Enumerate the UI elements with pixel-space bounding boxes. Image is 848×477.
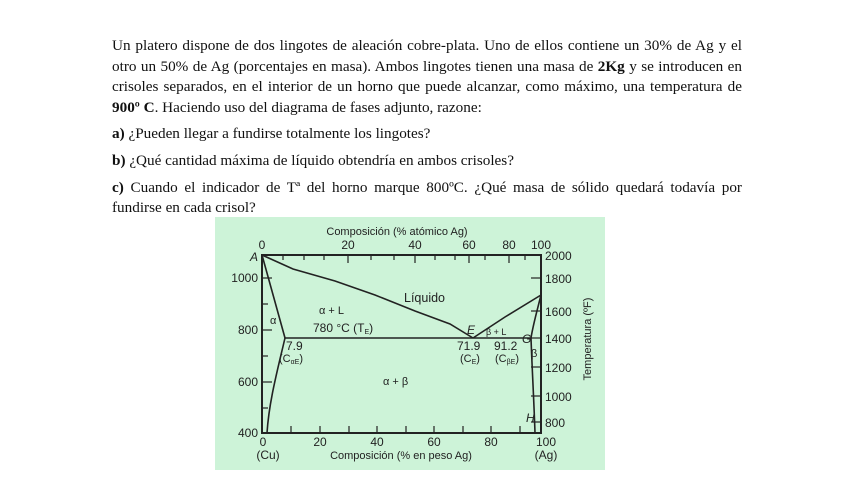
bottom-tick-label: 80 [484, 435, 498, 449]
bottom-axis-title: Composición (% en peso Ag) [330, 450, 472, 462]
alpha-region-label: α [270, 315, 277, 327]
max-temperature: 900º C [112, 98, 155, 116]
bottom-tick-label: 60 [427, 435, 441, 449]
right-tick-label: 1400 [545, 332, 572, 346]
top-tick-label: 20 [341, 238, 355, 252]
solidus-right-line [531, 295, 541, 338]
ingot-mass: 2Kg [597, 57, 625, 75]
problem-statement [112, 36, 742, 219]
bottom-tick-label: 100 [535, 435, 557, 449]
bottom-tick-label: 20 [313, 435, 327, 449]
c-beta-e-label: (CβE) [495, 353, 519, 366]
question-c: c) Cuando el indicador de Tª del horno marque 800ºC. ¿Qué masa de sólido quedará todavía por fundirse en cada crisol? [112, 178, 742, 217]
right-tick-label: 800 [545, 416, 566, 430]
top-tick-label: 40 [408, 238, 422, 252]
question-a: a) ¿Pueden llegar a fundirse totalmente los lingotes? [112, 125, 431, 143]
bottom-tick-label: 0 [259, 435, 267, 449]
c-alpha-e-label: (CαE) [279, 353, 303, 366]
beta-region-label: β [531, 348, 538, 360]
right-tick-label: 2000 [545, 249, 572, 263]
question-b: b) ¿Qué cantidad máxima de líquido obtendría en ambos crisoles? [112, 151, 514, 169]
phase-diagram-svg [215, 217, 605, 470]
left-axis-ticks [262, 278, 272, 408]
point-h-label: H [526, 411, 535, 425]
liquid-region-label: Líquido [404, 291, 446, 305]
eutectic-temperature-label: 780 °C (TE) [313, 321, 374, 336]
c-beta-e-value: 91.2 [494, 339, 518, 353]
top-tick-label: 100 [530, 238, 552, 252]
top-tick-label: 60 [462, 238, 476, 252]
top-tick-label: 80 [502, 238, 516, 252]
c-alpha-e-value: 7.9 [286, 339, 303, 353]
right-axis-ticks [531, 255, 541, 422]
left-tick-label: 600 [237, 375, 258, 389]
right-tick-label: 1000 [545, 390, 572, 404]
phase-diagram [215, 217, 605, 470]
right-tick-label: 1200 [545, 361, 572, 375]
beta-liquid-region-label: β + L [486, 327, 507, 337]
left-tick-label: 800 [237, 323, 258, 337]
bottom-tick-label: 40 [370, 435, 384, 449]
alpha-liquid-region-label: α + L [319, 305, 345, 317]
point-a-label: A [250, 250, 259, 264]
right-axis-title: Temperatura (ºF) [582, 297, 594, 381]
problem-intro: Un platero dispone de dos lingotes de aleación cobre-plata. Uno de ellos contiene un 30% de Ag y el otro un 50% de Ag (porcentajes en masa). Ambos lingotes tienen una masa de 2Kg y se introducen en crisoles separados, en el interior de un horno que puede alcanzar, como máximo, una temperatura de 900º C. Haciendo uso del diagrama de fases adjunto, razone: [112, 37, 742, 116]
right-tick-label: 1600 [545, 305, 572, 319]
point-g-label: G [522, 332, 532, 346]
point-e-label: E [467, 323, 476, 337]
bottom-axis-ticks [291, 426, 520, 433]
right-tick-label: 1800 [545, 272, 572, 286]
top-axis-title: Composición (% atómico Ag) [326, 226, 468, 238]
top-axis-ticks [262, 255, 525, 263]
cu-end-label: (Cu) [256, 448, 280, 462]
c-e-value: 71.9 [457, 339, 481, 353]
left-tick-label: 1000 [231, 271, 258, 285]
c-e-label: (CE) [460, 353, 480, 366]
alpha-beta-region-label: α + β [383, 376, 409, 388]
ag-end-label: (Ag) [534, 448, 558, 462]
top-tick-label: 0 [258, 238, 266, 252]
left-tick-label: 400 [237, 426, 258, 440]
